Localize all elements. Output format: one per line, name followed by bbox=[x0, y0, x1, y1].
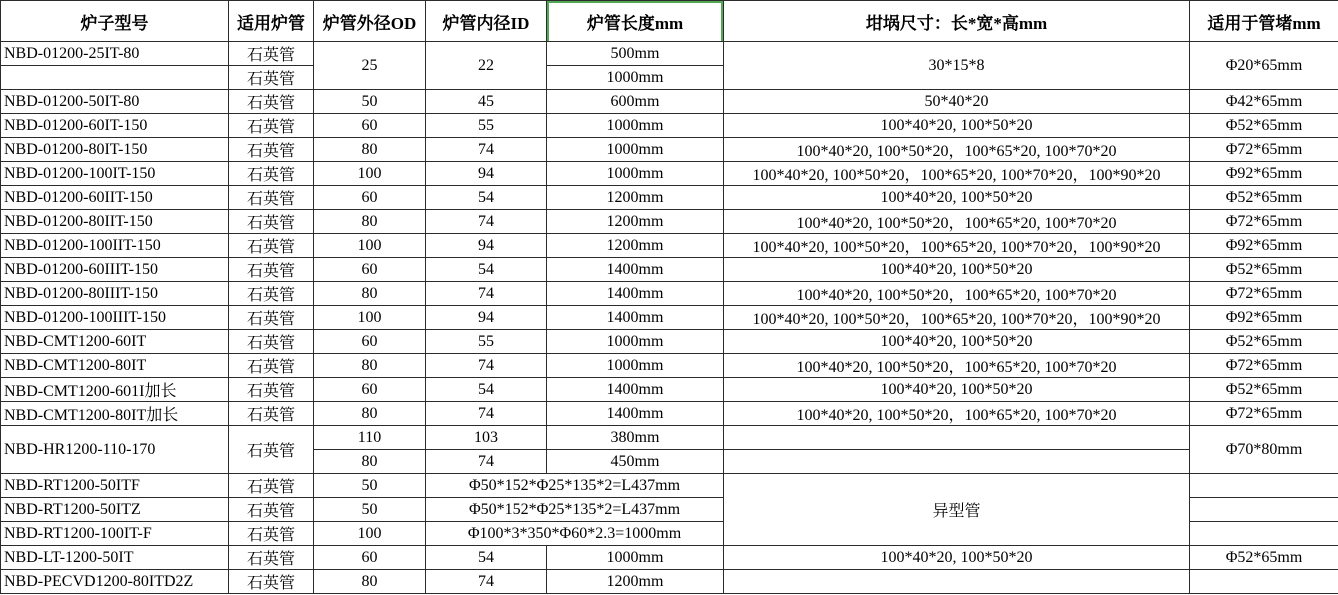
table-cell[interactable] bbox=[1190, 522, 1338, 546]
table-cell[interactable]: 石英管 bbox=[229, 138, 314, 162]
table-cell[interactable]: 石英管 bbox=[229, 570, 314, 594]
table-row bbox=[1, 210, 1338, 234]
table-cell[interactable]: 55 bbox=[426, 330, 547, 354]
table-cell[interactable]: 25 bbox=[314, 42, 426, 90]
table-cell[interactable]: NBD-RT1200-100IT-F bbox=[1, 522, 229, 546]
table-cell[interactable]: 50 bbox=[314, 474, 426, 498]
table-cell[interactable]: Φ72*65mm bbox=[1190, 210, 1338, 234]
table-cell[interactable]: Φ100*3*350*Φ60*2.3=1000mm bbox=[426, 522, 724, 546]
table-cell[interactable]: 100 bbox=[314, 522, 426, 546]
table-cell[interactable]: 石英管 bbox=[229, 426, 314, 474]
table-cell[interactable]: 石英管 bbox=[229, 66, 314, 90]
table-cell[interactable]: 60 bbox=[314, 546, 426, 570]
table-cell[interactable]: 74 bbox=[426, 282, 547, 306]
table-cell[interactable]: 100*40*20, 100*50*20，100*65*20, 100*70*20 bbox=[724, 402, 1190, 426]
header-cell[interactable]: 适用炉管 bbox=[229, 1, 314, 42]
table-cell[interactable]: 100*40*20, 100*50*20 bbox=[724, 186, 1190, 210]
table-cell[interactable]: 1400mm bbox=[547, 306, 724, 330]
table-cell[interactable] bbox=[1, 66, 229, 90]
table-cell[interactable]: NBD-01200-60IIIT-150 bbox=[1, 258, 229, 282]
table-row bbox=[1, 234, 1338, 258]
table-cell[interactable]: 94 bbox=[426, 306, 547, 330]
table-cell[interactable]: 80 bbox=[314, 210, 426, 234]
table-cell[interactable]: 石英管 bbox=[229, 282, 314, 306]
table-cell[interactable]: NBD-CMT1200-601I加长 bbox=[1, 378, 229, 402]
table-cell[interactable]: NBD-CMT1200-60IT bbox=[1, 330, 229, 354]
table-cell[interactable]: Φ72*65mm bbox=[1190, 354, 1338, 378]
table-cell[interactable]: 1200mm bbox=[547, 234, 724, 258]
table-cell[interactable]: 80 bbox=[314, 402, 426, 426]
table-cell[interactable]: 石英管 bbox=[229, 546, 314, 570]
table-cell[interactable]: NBD-LT-1200-50IT bbox=[1, 546, 229, 570]
table-cell[interactable]: 450mm bbox=[547, 450, 724, 474]
table-cell[interactable]: 500mm bbox=[547, 42, 724, 66]
table-cell[interactable]: 94 bbox=[426, 162, 547, 186]
table-cell[interactable]: 石英管 bbox=[229, 114, 314, 138]
table-cell[interactable]: 103 bbox=[426, 426, 547, 450]
table-row bbox=[1, 90, 1338, 114]
table-cell[interactable]: 石英管 bbox=[229, 402, 314, 426]
table-row bbox=[1, 258, 1338, 282]
table-cell[interactable]: 1200mm bbox=[547, 186, 724, 210]
table-cell[interactable]: 石英管 bbox=[229, 42, 314, 66]
table-row bbox=[1, 570, 1338, 594]
table-cell[interactable]: 石英管 bbox=[229, 186, 314, 210]
table-cell[interactable]: 100*40*20, 100*50*20 bbox=[724, 546, 1190, 570]
table-cell[interactable]: 74 bbox=[426, 402, 547, 426]
table-cell[interactable]: 100*40*20, 100*50*20 bbox=[724, 378, 1190, 402]
table-cell[interactable]: 1400mm bbox=[547, 402, 724, 426]
table-cell[interactable]: NBD-01200-80IT-150 bbox=[1, 138, 229, 162]
table-cell[interactable]: 1200mm bbox=[547, 570, 724, 594]
table-cell[interactable]: NBD-RT1200-50ITZ bbox=[1, 498, 229, 522]
table-cell[interactable]: 石英管 bbox=[229, 498, 314, 522]
table-cell[interactable]: 30*15*8 bbox=[724, 42, 1190, 90]
table-cell[interactable]: 1000mm bbox=[547, 162, 724, 186]
table-cell[interactable]: 1400mm bbox=[547, 258, 724, 282]
table-cell[interactable]: 22 bbox=[426, 42, 547, 90]
table-cell[interactable]: 1400mm bbox=[547, 378, 724, 402]
table-cell[interactable]: Φ52*65mm bbox=[1190, 546, 1338, 570]
header-row bbox=[1, 1, 1338, 42]
table-cell[interactable]: Φ50*152*Φ25*135*2=L437mm bbox=[426, 498, 724, 522]
table-cell[interactable]: 石英管 bbox=[229, 354, 314, 378]
table-cell[interactable]: 54 bbox=[426, 186, 547, 210]
table-cell[interactable]: 74 bbox=[426, 450, 547, 474]
table-cell[interactable]: NBD-CMT1200-80IT bbox=[1, 354, 229, 378]
table-cell[interactable]: 100*40*20, 100*50*20，100*65*20, 100*70*20 bbox=[724, 138, 1190, 162]
table-cell[interactable]: 1000mm bbox=[547, 354, 724, 378]
table-cell[interactable]: 60 bbox=[314, 258, 426, 282]
table-cell[interactable]: 1000mm bbox=[547, 66, 724, 90]
table-cell[interactable]: 74 bbox=[426, 210, 547, 234]
table-cell[interactable]: 100*40*20, 100*50*20 bbox=[724, 258, 1190, 282]
table-cell[interactable]: 1400mm bbox=[547, 282, 724, 306]
table-row bbox=[1, 42, 1338, 66]
table-cell[interactable]: NBD-01200-60IT-150 bbox=[1, 114, 229, 138]
header-cell[interactable]: 炉子型号 bbox=[1, 1, 229, 42]
table-cell[interactable]: 54 bbox=[426, 378, 547, 402]
table-row bbox=[1, 114, 1338, 138]
table-cell[interactable]: 100*40*20, 100*50*20，100*65*20, 100*70*20 bbox=[724, 210, 1190, 234]
table-cell[interactable]: NBD-CMT1200-80IT加长 bbox=[1, 402, 229, 426]
table-cell[interactable]: NBD-01200-100IIIT-150 bbox=[1, 306, 229, 330]
table-cell[interactable]: NBD-01200-60IIT-150 bbox=[1, 186, 229, 210]
table-cell[interactable]: NBD-01200-100IIT-150 bbox=[1, 234, 229, 258]
table-cell[interactable]: Φ72*65mm bbox=[1190, 282, 1338, 306]
table-cell[interactable]: 石英管 bbox=[229, 330, 314, 354]
table-row bbox=[1, 546, 1338, 570]
table-cell[interactable]: 石英管 bbox=[229, 162, 314, 186]
table-cell[interactable]: 1200mm bbox=[547, 210, 724, 234]
table-cell[interactable]: 74 bbox=[426, 138, 547, 162]
table-cell[interactable]: 600mm bbox=[547, 90, 724, 114]
table-cell[interactable]: 1000mm bbox=[547, 138, 724, 162]
table-row bbox=[1, 162, 1338, 186]
table-cell[interactable]: 80 bbox=[314, 138, 426, 162]
table-cell[interactable]: 94 bbox=[426, 234, 547, 258]
table-cell[interactable]: 80 bbox=[314, 570, 426, 594]
table-cell[interactable]: 石英管 bbox=[229, 306, 314, 330]
table-cell[interactable]: Φ20*65mm bbox=[1190, 42, 1338, 90]
table-cell[interactable]: 55 bbox=[426, 114, 547, 138]
table-cell[interactable]: 50*40*20 bbox=[724, 90, 1190, 114]
table-cell[interactable]: 石英管 bbox=[229, 234, 314, 258]
table-cell[interactable]: 60 bbox=[314, 186, 426, 210]
table-cell[interactable]: 1000mm bbox=[547, 546, 724, 570]
table-cell[interactable]: 60 bbox=[314, 114, 426, 138]
table-cell[interactable]: NBD-01200-25IT-80 bbox=[1, 42, 229, 66]
header-cell[interactable]: 炉管内径ID bbox=[426, 1, 547, 42]
table-cell[interactable]: 54 bbox=[426, 546, 547, 570]
table-cell[interactable] bbox=[1190, 474, 1338, 498]
table-cell[interactable]: Φ52*65mm bbox=[1190, 258, 1338, 282]
table-cell[interactable]: 54 bbox=[426, 258, 547, 282]
table-cell[interactable]: NBD-RT1200-50ITF bbox=[1, 474, 229, 498]
table-cell[interactable]: Φ52*65mm bbox=[1190, 114, 1338, 138]
table-cell[interactable]: 100*40*20, 100*50*20，100*65*20, 100*70*20 bbox=[724, 354, 1190, 378]
table-cell[interactable]: Φ52*65mm bbox=[1190, 186, 1338, 210]
table-row bbox=[1, 402, 1338, 426]
table-cell[interactable]: 100*40*20, 100*50*20 bbox=[724, 114, 1190, 138]
table-row bbox=[1, 138, 1338, 162]
table-cell[interactable]: 100 bbox=[314, 306, 426, 330]
table-cell[interactable]: NBD-01200-80IIT-150 bbox=[1, 210, 229, 234]
table-cell[interactable] bbox=[724, 426, 1190, 450]
table-cell[interactable]: 100*40*20, 100*50*20，100*65*20, 100*70*20，100*90*20 bbox=[724, 162, 1190, 186]
table-cell[interactable]: 1000mm bbox=[547, 330, 724, 354]
table-cell[interactable]: NBD-HR1200-110-170 bbox=[1, 426, 229, 474]
table-cell[interactable]: 石英管 bbox=[229, 522, 314, 546]
table-cell[interactable]: NBD-01200-80IIIT-150 bbox=[1, 282, 229, 306]
header-cell[interactable]: 坩埚尺寸：长*宽*高mm bbox=[724, 1, 1190, 42]
table-cell[interactable]: 45 bbox=[426, 90, 547, 114]
table-cell[interactable]: 异型管 bbox=[724, 474, 1190, 546]
header-cell-selected[interactable]: 炉管长度mm bbox=[547, 1, 724, 42]
header-cell[interactable]: 炉管外径OD bbox=[314, 1, 426, 42]
table-cell[interactable]: 100 bbox=[314, 162, 426, 186]
table-cell[interactable]: 60 bbox=[314, 330, 426, 354]
table-cell[interactable]: 100*40*20, 100*50*20，100*65*20, 100*70*20，100*90*20 bbox=[724, 306, 1190, 330]
table-header bbox=[1, 1, 1338, 42]
table-cell[interactable]: 石英管 bbox=[229, 258, 314, 282]
table-cell[interactable]: 74 bbox=[426, 354, 547, 378]
table-row bbox=[1, 282, 1338, 306]
table-cell[interactable]: 80 bbox=[314, 354, 426, 378]
table-row bbox=[1, 186, 1338, 210]
table-cell[interactable]: Φ42*65mm bbox=[1190, 90, 1338, 114]
table-row bbox=[1, 378, 1338, 402]
table-cell[interactable]: 80 bbox=[314, 282, 426, 306]
table-row bbox=[1, 330, 1338, 354]
table-cell[interactable]: Φ92*65mm bbox=[1190, 162, 1338, 186]
table-body bbox=[1, 42, 1338, 594]
table-cell[interactable]: 60 bbox=[314, 378, 426, 402]
table-cell[interactable]: Φ52*65mm bbox=[1190, 330, 1338, 354]
table-cell[interactable]: 石英管 bbox=[229, 210, 314, 234]
table-row bbox=[1, 306, 1338, 330]
table-cell[interactable]: 50 bbox=[314, 90, 426, 114]
table-cell[interactable]: 石英管 bbox=[229, 474, 314, 498]
table-cell[interactable]: 100 bbox=[314, 234, 426, 258]
table-cell[interactable]: Φ72*65mm bbox=[1190, 402, 1338, 426]
table-cell[interactable] bbox=[724, 450, 1190, 474]
table-cell[interactable]: 石英管 bbox=[229, 378, 314, 402]
table-cell[interactable]: 100*40*20, 100*50*20，100*65*20, 100*70*20，100*90*20 bbox=[724, 234, 1190, 258]
table-cell[interactable]: NBD-01200-50IT-80 bbox=[1, 90, 229, 114]
table-cell[interactable] bbox=[724, 570, 1190, 594]
table-cell[interactable]: Φ92*65mm bbox=[1190, 234, 1338, 258]
table-row bbox=[1, 474, 1338, 498]
table-cell[interactable]: Φ92*65mm bbox=[1190, 306, 1338, 330]
table-cell[interactable] bbox=[1190, 570, 1338, 594]
table-cell[interactable]: 50 bbox=[314, 498, 426, 522]
table-cell[interactable]: 100*40*20, 100*50*20，100*65*20, 100*70*20 bbox=[724, 282, 1190, 306]
table-cell[interactable]: Φ50*152*Φ25*135*2=L437mm bbox=[426, 474, 724, 498]
table-cell[interactable] bbox=[1190, 498, 1338, 522]
table-cell[interactable]: Φ52*65mm bbox=[1190, 378, 1338, 402]
table-row bbox=[1, 426, 1338, 450]
table-row bbox=[1, 354, 1338, 378]
table-cell[interactable]: 380mm bbox=[547, 426, 724, 450]
table-cell[interactable]: 石英管 bbox=[229, 90, 314, 114]
table-cell[interactable]: 110 bbox=[314, 426, 426, 450]
table-cell[interactable]: NBD-PECVD1200-80ITD2Z bbox=[1, 570, 229, 594]
table-cell[interactable]: NBD-01200-100IT-150 bbox=[1, 162, 229, 186]
table-cell[interactable]: 100*40*20, 100*50*20 bbox=[724, 330, 1190, 354]
table-cell[interactable]: 74 bbox=[426, 570, 547, 594]
table-cell[interactable]: Φ72*65mm bbox=[1190, 138, 1338, 162]
table-cell[interactable]: 1000mm bbox=[547, 114, 724, 138]
header-cell[interactable]: 适用于管堵mm bbox=[1190, 1, 1338, 42]
table-cell[interactable]: Φ70*80mm bbox=[1190, 426, 1338, 474]
table-cell[interactable]: 80 bbox=[314, 450, 426, 474]
